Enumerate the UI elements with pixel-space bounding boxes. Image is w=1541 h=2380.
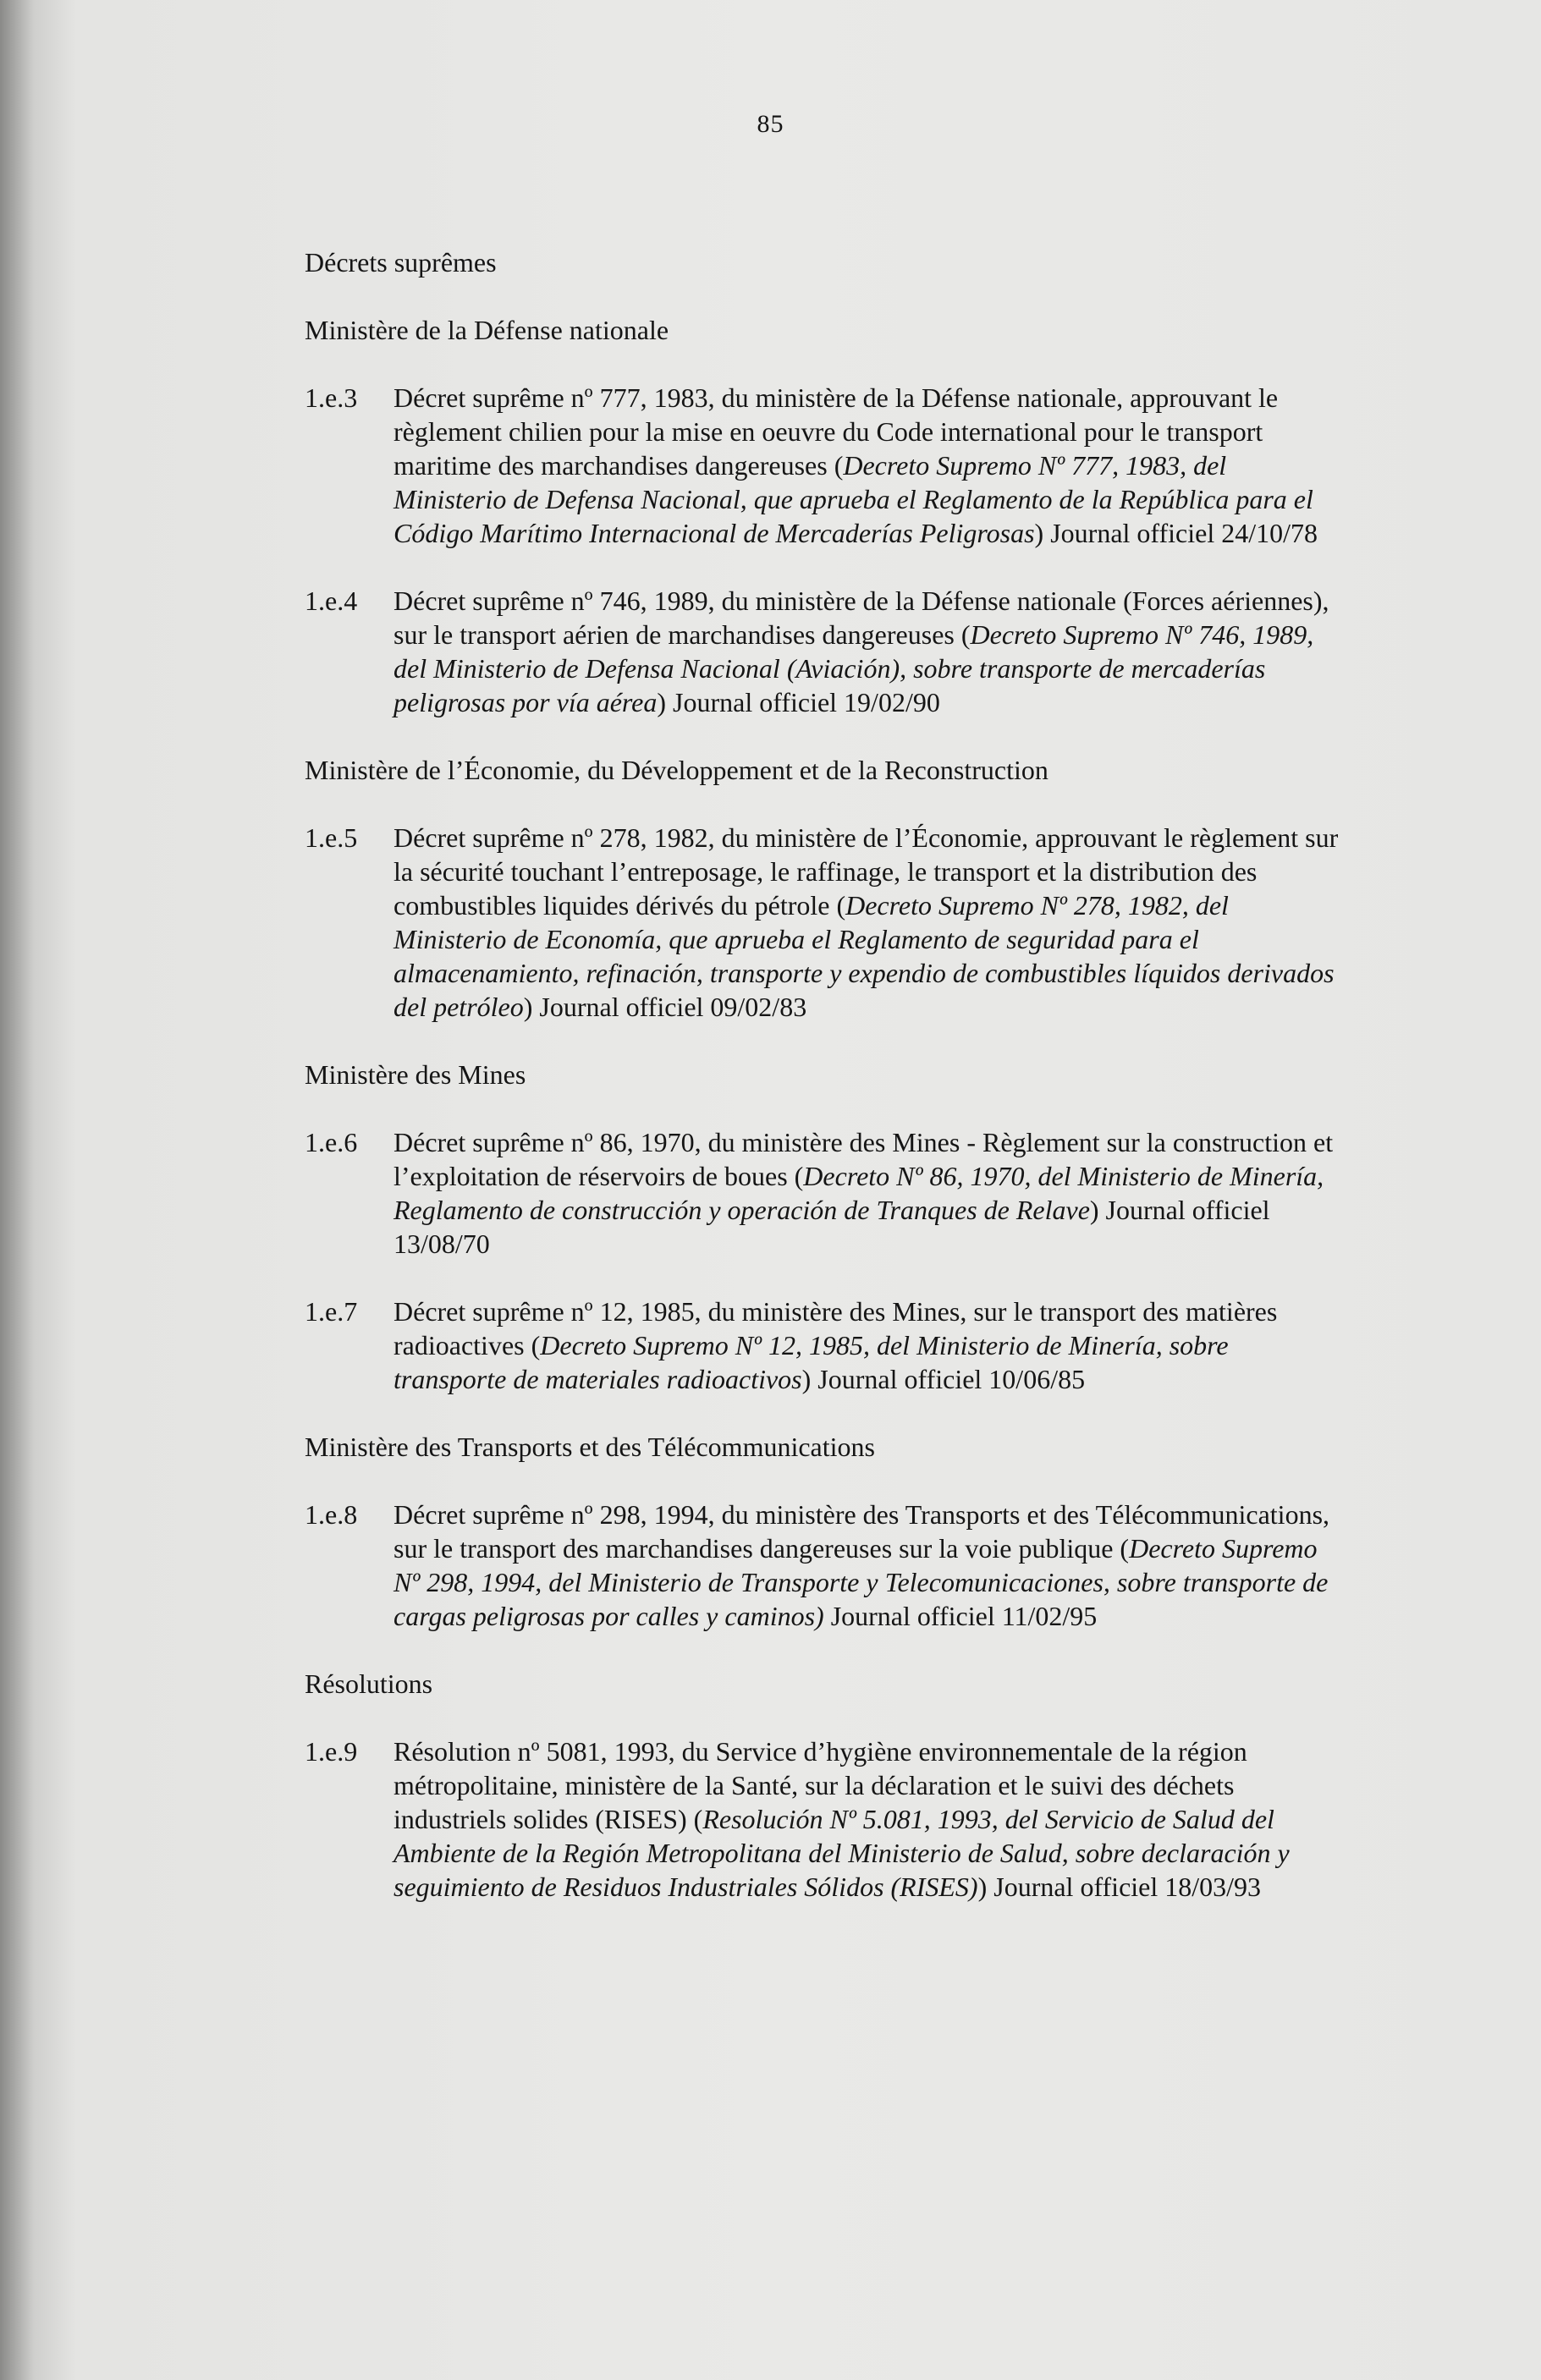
entry-journal-reference: ) Journal officiel 24/10/78 (1034, 518, 1318, 548)
entry-text-french: Décret suprême nº 298, 1994, du ministère des Transports et des Télécommunications, sur le transport des marchandises dangereuses sur la voie publique ( (394, 1499, 1330, 1564)
entry-text (394, 584, 1346, 719)
entry-text-french: Décret suprême nº 86, 1970, du ministère des Mines - Règlement sur la construction et l’exploitation de réservoirs de boues ( (394, 1127, 1334, 1191)
entry-journal-reference: ) Journal officiel 10/06/85 (801, 1364, 1086, 1394)
entry-number: 1.e.7 (305, 1296, 358, 1327)
entry-text (394, 381, 1346, 550)
entry-1e6 (305, 1125, 1346, 1261)
entry-journal-reference: ) Journal officiel 09/02/83 (523, 992, 807, 1022)
entry-text-spanish-title: Decreto Supremo Nº 298, 1994, del Ministerio de Transporte y Telecomunicaciones, sobre transporte de cargas peligrosas por calles y caminos) (394, 1533, 1329, 1631)
entry-number: 1.e.4 (305, 585, 358, 616)
section-heading-defense: Ministère de la Défense nationale (305, 315, 669, 345)
page-number: 85 (757, 110, 784, 138)
entry-text-french: Décret suprême nº 12, 1985, du ministère des Mines, sur le transport des matières radioactives ( (394, 1296, 1278, 1360)
entry-1e4 (305, 584, 1346, 719)
entry-text (394, 1734, 1346, 1904)
entry-text-french: Résolution nº 5081, 1993, du Service d’hygiène environnementale de la région métropolitaine, ministère de la Santé, sur la déclaration et le suivi des déchets industriels solides (RISES) ( (394, 1736, 1247, 1834)
entry-journal-reference: ) Journal officiel 13/08/70 (394, 1195, 1270, 1259)
entry-text-spanish-title: Decreto Supremo Nº 12, 1985, del Ministerio de Minería, sobre transporte de materiales radioactivos (394, 1330, 1229, 1394)
entry-number: 1.e.6 (305, 1127, 358, 1157)
section-heading-transports: Ministère des Transports et des Télécommunications (305, 1432, 875, 1462)
entry-1e3 (305, 381, 1346, 550)
entry-text-spanish-title: Decreto Supremo Nº 746, 1989, del Ministerio de Defensa Nacional (Aviación), sobre transporte de mercaderías peligrosas por vía aérea (394, 619, 1314, 717)
entry-journal-reference: Journal officiel 11/02/95 (823, 1601, 1098, 1631)
entry-journal-reference: ) Journal officiel 19/02/90 (657, 687, 940, 717)
entry-number: 1.e.8 (305, 1499, 358, 1530)
entry-text (394, 1125, 1346, 1261)
entry-text-french: Décret suprême nº 278, 1982, du ministère de l’Économie, approuvant le règlement sur la sécurité touchant l’entreposage, le raffinage, le transport et la distribution des combustibles liquides dérivés du pétrole ( (394, 822, 1339, 921)
entry-1e7 (305, 1294, 1346, 1396)
entry-journal-reference: ) Journal officiel 18/03/93 (977, 1872, 1262, 1902)
document-body (305, 245, 1346, 1938)
section-heading-economie: Ministère de l’Économie, du Développement et de la Reconstruction (305, 755, 1048, 785)
entry-1e9 (305, 1734, 1346, 1904)
section-heading-resolutions: Résolutions (305, 1668, 433, 1699)
entry-text-spanish-title: Decreto Supremo Nº 777, 1983, del Ministerio de Defensa Nacional, que aprueba el Reglamento de la República para el Código Marítimo Internacional de Mercaderías Peligrosas (394, 450, 1313, 548)
entry-text-spanish-title: Decreto Supremo Nº 278, 1982, del Ministerio de Economía, que aprueba el Reglamento de seguridad para el almacenamiento, refinación, transporte y expendio de combustibles líquidos derivados del petróleo (394, 890, 1335, 1022)
entry-number: 1.e.3 (305, 382, 358, 413)
entry-text-french: Décret suprême nº 777, 1983, du ministère de la Défense nationale, approuvant le règlement chilien pour la mise en oeuvre du Code international pour le transport maritime des marchandises dangereuses ( (394, 382, 1279, 481)
entry-text-spanish-title: Resolución Nº 5.081, 1993, del Servicio de Salud del Ambiente de la Región Metropolitana del Ministerio de Salud, sobre declaración y seguimiento de Residuos Industriales Sólidos (RISES) (394, 1804, 1290, 1902)
section-heading-decrets: Décrets suprêmes (305, 247, 497, 278)
entry-number: 1.e.5 (305, 822, 358, 853)
entry-1e8 (305, 1498, 1346, 1633)
section-heading-mines: Ministère des Mines (305, 1059, 526, 1090)
entry-text-spanish-title: Decreto Nº 86, 1970, del Ministerio de Minería, Reglamento de construcción y operación de Tranques de Relave (394, 1161, 1324, 1225)
entry-text-french: Décret suprême nº 746, 1989, du ministère de la Défense nationale (Forces aériennes), sur le transport aérien de marchandises dangereuses ( (394, 585, 1329, 650)
entry-1e5 (305, 821, 1346, 1024)
entry-text (394, 1498, 1346, 1633)
entry-text (394, 821, 1346, 1024)
entry-text (394, 1294, 1346, 1396)
entry-number: 1.e.9 (305, 1736, 358, 1767)
